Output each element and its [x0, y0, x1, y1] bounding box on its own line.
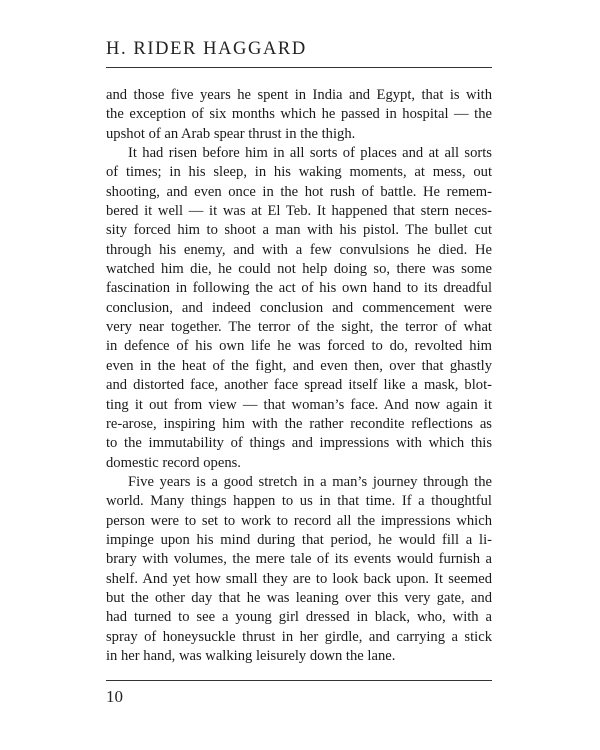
- body-text: [106, 86, 492, 666]
- text-line: through his enemy, and with a few convulsions he died. He: [106, 241, 492, 258]
- text-line: brary with volumes, the mere tale of its events would furnish a: [106, 551, 492, 568]
- header-rule: [106, 67, 492, 68]
- text-line: world. Many things happen to us in that time. If a thoughtful: [106, 493, 492, 510]
- text-line: in her hand, was walking leisurely down the lane.: [106, 647, 396, 664]
- text-line: bered it well — it was at El Teb. It happened that stern neces-: [106, 203, 492, 220]
- text-line: in defence of his own life he was forced to do, revolted him: [106, 338, 492, 355]
- footer-rule: [106, 680, 492, 681]
- text-line: and distorted face, another face spread itself like a mask, blot-: [106, 377, 492, 394]
- text-line: re-arose, inspiring him with the rather recondite reflections as: [106, 415, 492, 432]
- text-line: domestic record opens.: [106, 454, 241, 471]
- text-line: to the immutability of things and impressions with which this: [106, 435, 492, 452]
- text-line: sity forced him to shoot a man with his pistol. The bullet cut: [106, 222, 492, 239]
- text-line: conclusion, and indeed conclusion and commencement were: [106, 299, 492, 316]
- text-line: even in the heat of the fight, and even then, over that ghastly: [106, 357, 492, 374]
- text-line: person were to set to work to record all the impressions which: [106, 512, 492, 529]
- page-number: 10: [106, 687, 123, 706]
- text-line: It had risen before him in all sorts of places and at all sorts: [128, 145, 492, 162]
- text-line: impinge upon his mind during that period, he would fill a li-: [106, 531, 492, 548]
- text-line: upshot of an Arab spear thrust in the thigh.: [106, 125, 356, 142]
- text-line: spray of honeysuckle thrust in her girdle, and carrying a stick: [106, 628, 492, 645]
- text-line: of times; in his sleep, in his waking moments, at mess, out: [106, 164, 492, 181]
- text-line: very near together. The terror of the sight, the terror of what: [106, 319, 492, 336]
- text-line: Five years is a good stretch in a man’s journey through the: [128, 473, 492, 490]
- running-head: H. RIDER HAGGARD: [106, 39, 307, 59]
- text-line: watched him die, he could not help doing so, there was some: [106, 261, 492, 278]
- text-line: shelf. And yet how small they are to look back upon. It seemed: [106, 570, 492, 587]
- text-line: had turned to see a young girl dressed in black, who, with a: [106, 609, 492, 626]
- text-line: ting it out from view — that woman’s face. And now again it: [106, 396, 492, 413]
- text-line: and those five years he spent in India and Egypt, that is with: [106, 87, 492, 103]
- text-line: but the other day that he was leaning over this very gate, and: [106, 589, 492, 606]
- text-line: shooting, and even once in the hot rush of battle. He remem-: [106, 183, 492, 200]
- text-line: fascination in following the act of his own hand to its dreadful: [106, 280, 492, 297]
- text-line: the exception of six months which he passed in hospital — the: [106, 106, 492, 123]
